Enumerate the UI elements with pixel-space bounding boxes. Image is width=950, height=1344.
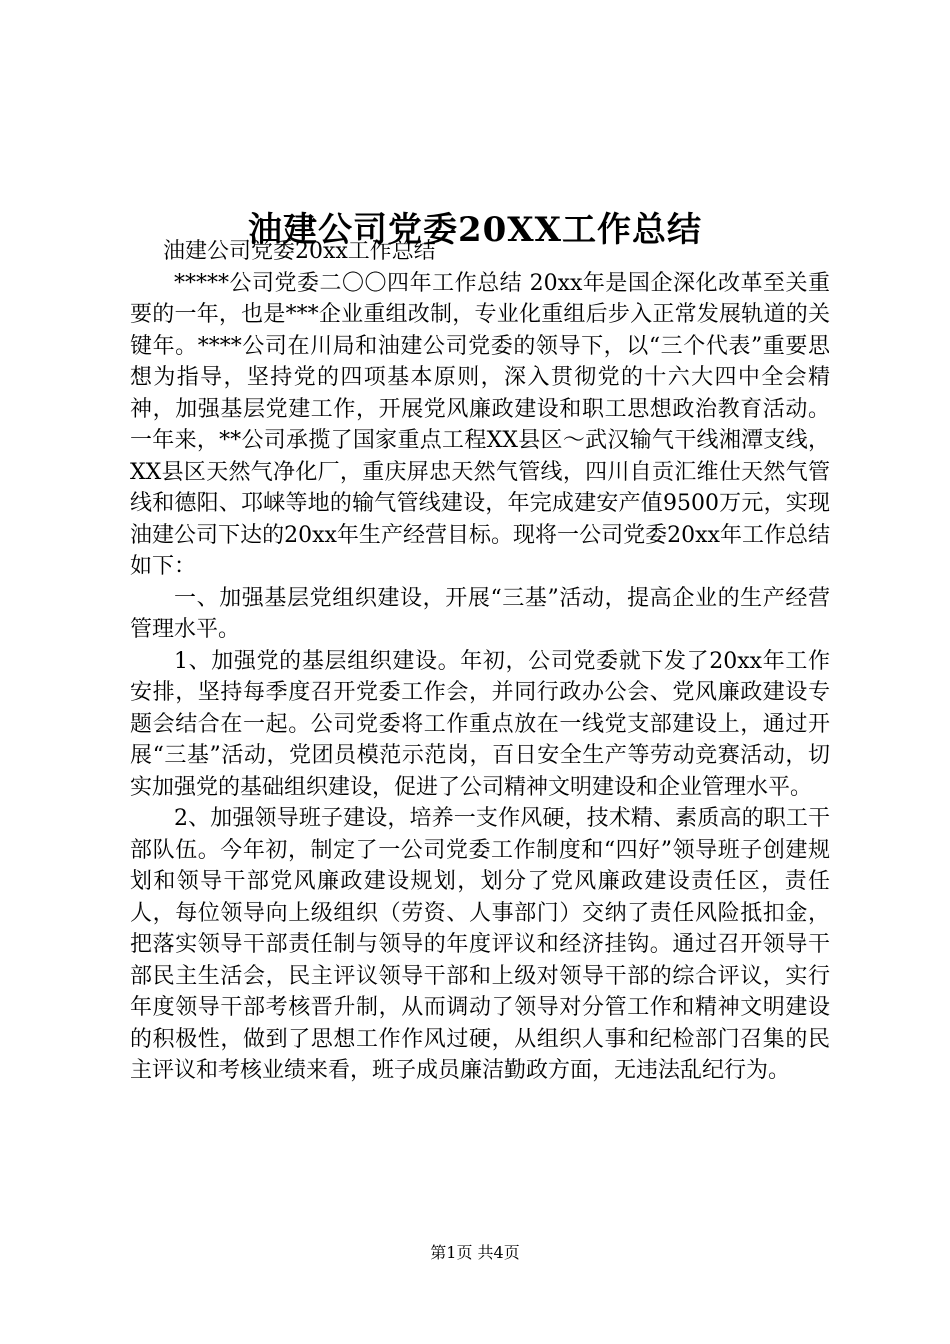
paragraph-section-1: 一、加强基层党组织建设，开展“三基”活动，提高企业的生产经营管理水平。: [130, 585, 830, 642]
page-indicator: 第1页 共4页: [430, 1243, 520, 1262]
paragraph-item-1: 1、加强党的基层组织建设。年初，公司党委就下发了20xx年工作安排，坚持每季度召开党委工作会，并同行政办公会、党风廉政建设专题会结合在一起。公司党委将工作重点放在一线党支部建设上，通过开展“三基”活动，党团员模范示范岗，百日安全生产等劳动竞赛活动，切实加强党的基础组织建设，促进了公司精神文明建设和企业管理水平。: [130, 648, 830, 800]
document-title: 油建公司党委20XX工作总结: [247, 209, 703, 250]
paragraph-item-2: 2、加强领导班子建设，培养一支作风硬，技术精、素质高的职工干部队伍。今年初，制定了一公司党委工作制度和“四好”领导班子创建规划和领导干部党风廉政建设规划，划分了党风廉政建设责任区，责任人，每位领导向上级组织（劳资、人事部门）交纳了责任风险抵扣金，把落实领导干部责任制与领导的年度评议和经济挂钩。通过召开领导干部民主生活会，民主评议领导干部和上级对领导干部的综合评议，实行年度领导干部考核晋升制，从而调动了领导对分管工作和精神文明建设的积极性，做到了思想工作作风过硬，从组织人事和纪检部门召集的民主评议和考核业绩来看，班子成员廉洁勤政方面，无违法乱纪行为。: [130, 806, 830, 1083]
paragraph-subtitle: 油建公司党委20xx工作总结: [163, 239, 436, 264]
paragraph-intro: *****公司党委二〇〇四年工作总结 20xx年是国企深化改革至关重要的一年，也是***企业重组改制，专业化重组后步入正常发展轨道的关键年。****公司在川局和油建公司党委的领导下，以“三个代表”重要思想为指导，坚持党的四项基本原则，深入贯彻党的十六大四中全会精神，加强基层党建工作，开展党风廉政建设和职工思想政治教育活动。一年来，**公司承揽了国家重点工程XX县区～武汉输气干线湘潭支线，XX县区天然气净化厂，重庆屏忠天然气管线，四川自贡汇维仕天然气管线和德阳、邛崃等地的输气管线建设，年完成建安产值9500万元，实现油建公司下达的20xx年生产经营目标。现将一公司党委20xx年工作总结如下：: [130, 270, 830, 579]
document-body: [130, 236, 830, 1087]
